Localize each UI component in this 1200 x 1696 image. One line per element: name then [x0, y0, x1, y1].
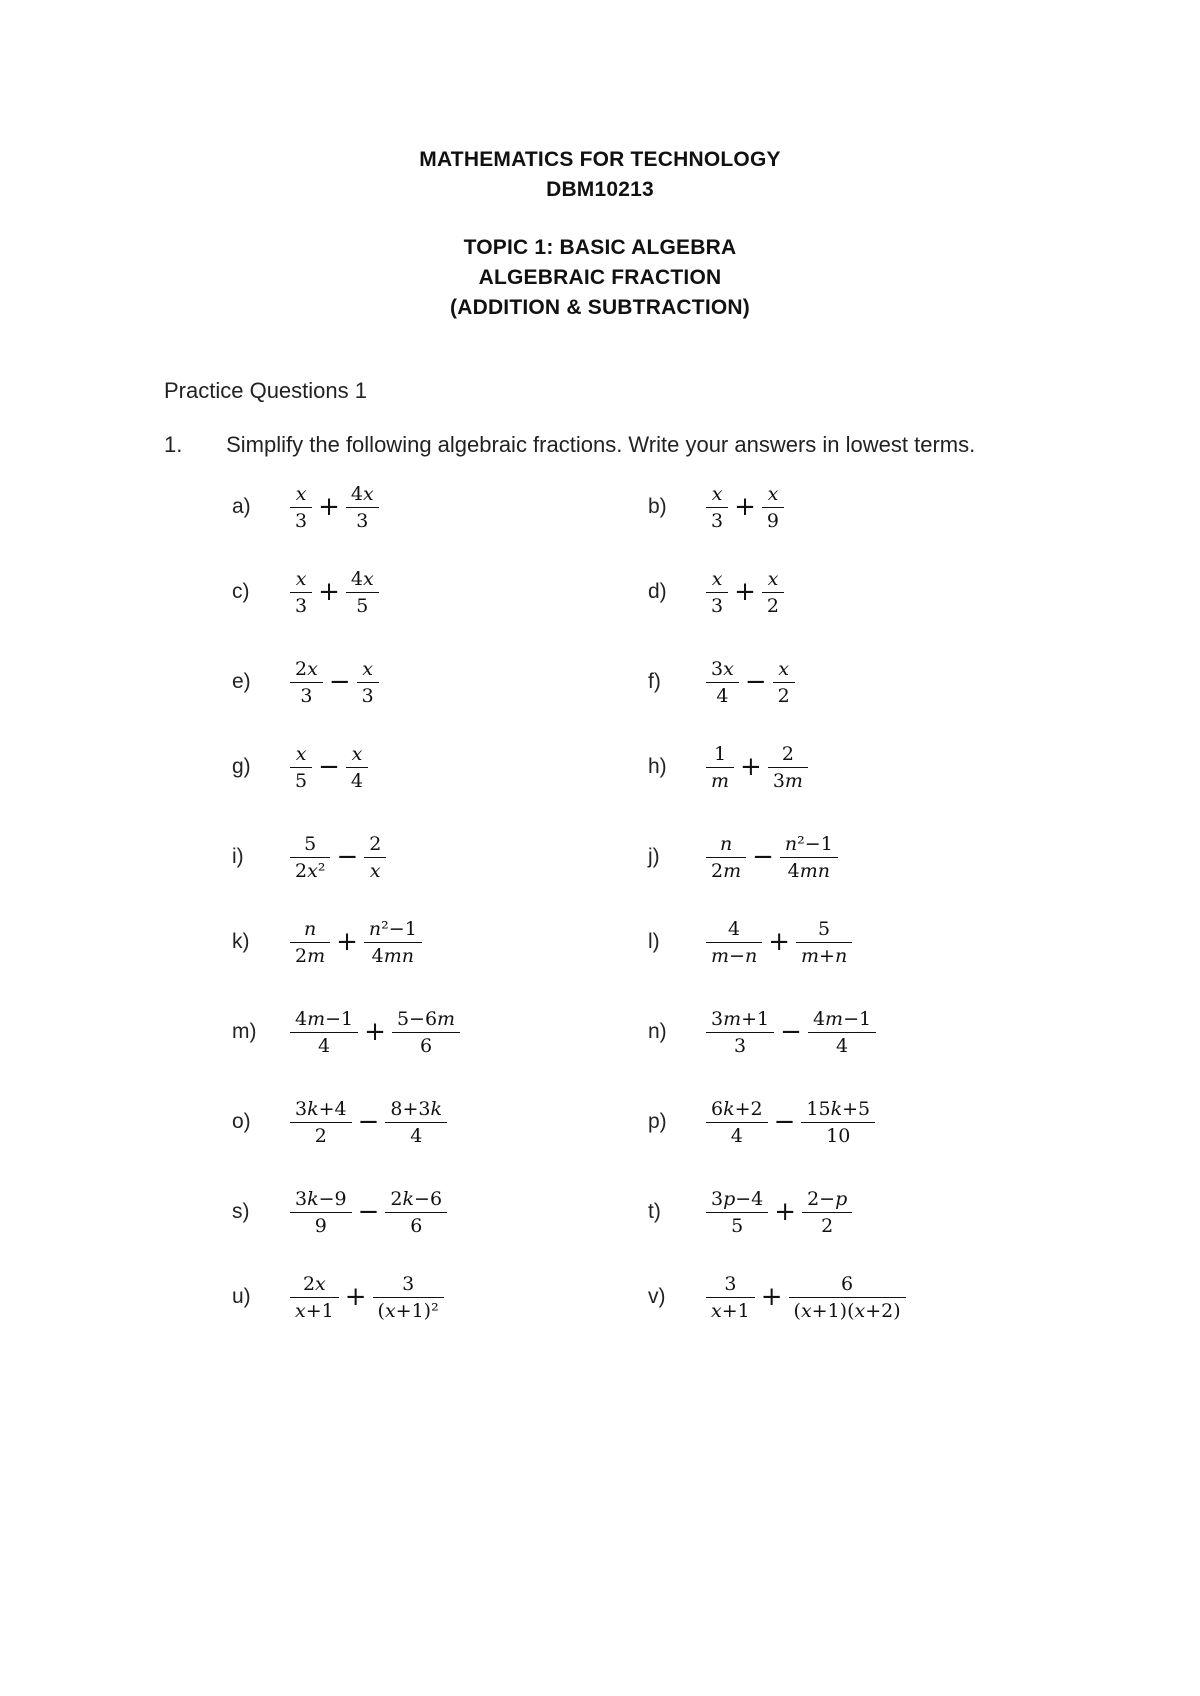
fraction-1	[290, 656, 323, 709]
exercise-item	[648, 822, 838, 892]
fraction-2	[762, 481, 784, 534]
fraction-1-denominator: 5	[731, 1214, 744, 1237]
fraction-1-numerator: 5	[304, 832, 317, 855]
fraction-1-numerator: 1	[713, 742, 727, 765]
fraction-2-numerator: 6	[841, 1272, 854, 1295]
fraction-1-denominator: 4	[318, 1034, 331, 1057]
fraction-2-denominator: 2	[821, 1214, 834, 1237]
fraction-2-denominator: 6	[410, 1214, 423, 1237]
operator: +	[740, 752, 762, 782]
fraction-2-denominator: 5	[356, 594, 369, 617]
operator: −	[752, 842, 774, 872]
fraction-2-denominator: 10	[826, 1124, 851, 1147]
exercise-label: d)	[648, 580, 667, 603]
fraction-1	[706, 1006, 774, 1059]
fraction-1-denominator: 4	[716, 684, 729, 707]
fraction-1-denominator: x+1	[295, 1299, 334, 1322]
fraction-1	[290, 1186, 352, 1239]
exercise-item	[648, 1087, 875, 1157]
exercise-label: m)	[232, 1020, 257, 1043]
fraction-2-numerator: x	[362, 657, 374, 680]
fraction-2-denominator: 4	[350, 769, 363, 792]
fraction-1	[290, 1006, 358, 1059]
fraction-1	[290, 1271, 339, 1324]
exercise-item	[232, 647, 379, 717]
exercise-label: g)	[232, 755, 251, 778]
exercise-label: a)	[232, 495, 251, 518]
fraction-1	[706, 1096, 768, 1149]
fraction-2-denominator: m+n	[801, 944, 848, 967]
operator: +	[734, 577, 756, 607]
fraction-2-denominator: 6	[419, 1034, 433, 1057]
fraction-1-numerator: 6k+2	[711, 1097, 763, 1120]
exercise-label: k)	[232, 930, 250, 953]
operator: −	[336, 842, 359, 872]
exercise-label: n)	[648, 1020, 667, 1043]
question-text: Simplify the following algebraic fractions. Write your answers in lowest terms.	[226, 432, 976, 457]
fraction-2-numerator: 2	[781, 742, 794, 765]
subtopic-title: ALGEBRAIC FRACTION	[478, 266, 722, 289]
fraction-1-denominator: 3	[295, 594, 308, 617]
exercise-label: p)	[648, 1110, 667, 1133]
fraction-2-numerator: x	[767, 567, 779, 590]
fraction-2-numerator: n²−1	[784, 832, 833, 855]
operator: −	[744, 667, 767, 697]
fraction-1-numerator: n	[303, 917, 317, 940]
fraction-2-denominator: 2	[766, 594, 779, 617]
fraction-2-numerator: 5	[818, 917, 831, 940]
fraction-2-denominator: (x+1)²	[377, 1299, 439, 1322]
question-number: 1.	[164, 432, 183, 457]
fraction-1-numerator: 3k−9	[295, 1187, 347, 1210]
fraction-2	[346, 481, 379, 534]
course-title: MATHEMATICS FOR TECHNOLOGY	[419, 148, 781, 171]
fraction-2	[373, 1271, 444, 1324]
fraction-1-denominator: 3	[300, 684, 313, 707]
fraction-1-numerator: 2x	[295, 657, 318, 680]
fraction-2-denominator: 9	[766, 509, 779, 532]
operator: −	[773, 1107, 796, 1137]
operator: +	[318, 577, 340, 607]
fraction-1-numerator: 4	[728, 917, 741, 940]
fraction-2-numerator: x	[778, 657, 790, 680]
fraction-1	[706, 831, 746, 884]
exercise-item	[232, 732, 368, 802]
fraction-1	[706, 916, 762, 969]
fraction-2	[780, 831, 838, 884]
operator: −	[357, 1197, 380, 1227]
exercise-label: u)	[232, 1285, 251, 1308]
fraction-1-numerator: x	[295, 742, 307, 765]
exercise-item	[232, 997, 460, 1067]
operator: +	[768, 927, 790, 957]
fraction-1-denominator: 3	[711, 594, 724, 617]
operator: +	[774, 1197, 797, 1227]
fraction-1-denominator: 5	[295, 769, 308, 792]
fraction-2	[796, 916, 852, 969]
fraction-1-numerator: 3	[724, 1272, 737, 1295]
operator: +	[364, 1017, 386, 1047]
fraction-2	[346, 566, 379, 619]
topic-title: TOPIC 1: BASIC ALGEBRA	[463, 236, 737, 259]
fraction-1-denominator: m−n	[711, 944, 758, 967]
exercise-item	[648, 647, 795, 717]
fraction-1	[706, 1271, 755, 1324]
operator: +	[336, 927, 358, 957]
fraction-2	[385, 1096, 447, 1149]
exercise-label: s)	[232, 1200, 250, 1223]
fraction-2	[364, 831, 386, 884]
fraction-1-numerator: 3x	[711, 657, 734, 680]
fraction-2	[364, 916, 422, 969]
fraction-1	[290, 741, 312, 794]
fraction-2-numerator: 2k−6	[390, 1187, 443, 1210]
fraction-2-denominator: x	[369, 859, 381, 882]
fraction-2-numerator: 4m−1	[812, 1007, 872, 1030]
exercise-item	[648, 1262, 906, 1332]
fraction-2-denominator: 4mn	[787, 859, 831, 882]
fraction-1	[706, 566, 728, 619]
fraction-1-denominator: x+1	[711, 1299, 750, 1322]
fraction-1-denominator: 2m	[295, 944, 326, 967]
fraction-1	[706, 481, 728, 534]
fraction-2-denominator: 3	[361, 684, 374, 707]
fraction-1-numerator: 3m+1	[711, 1007, 770, 1030]
fraction-1-denominator: 3	[734, 1034, 747, 1057]
fraction-1-numerator: n	[719, 832, 733, 855]
operator: +	[760, 1282, 783, 1312]
fraction-1-denominator: 3	[295, 509, 308, 532]
fraction-2	[392, 1006, 460, 1059]
exercise-item	[232, 1177, 447, 1247]
fraction-2-numerator: 3	[402, 1272, 415, 1295]
fraction-2	[789, 1271, 906, 1324]
fraction-1-numerator: 2x	[302, 1272, 326, 1295]
fraction-1-denominator: 4	[730, 1124, 743, 1147]
fraction-1	[706, 656, 739, 709]
exercise-item	[648, 557, 784, 627]
exercise-label: i)	[232, 845, 244, 868]
fraction-1	[290, 566, 312, 619]
exercise-label: l)	[648, 930, 660, 953]
exercise-item	[232, 1087, 447, 1157]
operator: −	[318, 752, 340, 782]
fraction-1-numerator: 4m−1	[295, 1007, 354, 1030]
exercise-label: o)	[232, 1110, 251, 1133]
question-1	[164, 432, 975, 458]
fraction-2-numerator: 8+3k	[390, 1097, 443, 1120]
fraction-1	[706, 741, 734, 794]
fraction-1-denominator: m	[711, 769, 730, 792]
fraction-1-denominator: 9	[314, 1214, 327, 1237]
exercise-item	[232, 822, 386, 892]
exercise-label: c)	[232, 580, 250, 603]
fraction-2-numerator: 2−p	[807, 1187, 848, 1210]
exercise-item	[232, 557, 379, 627]
exercise-item	[648, 1177, 852, 1247]
fraction-2-denominator: 4	[835, 1034, 849, 1057]
section-title: Practice Questions 1	[164, 378, 367, 403]
fraction-1-numerator: x	[711, 482, 723, 505]
exercise-label: f)	[648, 670, 661, 693]
exercise-item	[648, 997, 876, 1067]
fraction-2	[357, 656, 379, 709]
fraction-1-numerator: x	[295, 482, 307, 505]
fraction-2-denominator: (x+1)(x+2)	[793, 1299, 901, 1322]
exercise-label: t)	[648, 1200, 661, 1223]
fraction-2	[346, 741, 368, 794]
fraction-2	[808, 1006, 876, 1059]
exercise-label: b)	[648, 495, 667, 518]
operator: −	[357, 1107, 380, 1137]
exercise-item	[648, 732, 808, 802]
fraction-2-numerator: x	[767, 482, 779, 505]
fraction-2-numerator: 4x	[350, 482, 374, 505]
operator: +	[318, 492, 340, 522]
fraction-1-denominator: 3	[711, 509, 724, 532]
fraction-1-numerator: 3k+4	[295, 1097, 347, 1120]
exercise-label: v)	[648, 1285, 666, 1308]
exercise-label: j)	[648, 845, 660, 868]
fraction-2-denominator: 3	[356, 509, 369, 532]
fraction-1-numerator: x	[295, 567, 307, 590]
operator: +	[734, 492, 756, 522]
fraction-2	[768, 741, 808, 794]
fraction-2-numerator: 2	[369, 832, 382, 855]
operator: +	[344, 1282, 367, 1312]
fraction-2	[385, 1186, 447, 1239]
operator: −	[780, 1017, 802, 1047]
fraction-1	[290, 916, 330, 969]
fraction-2-numerator: 15k+5	[806, 1097, 871, 1120]
fraction-1-numerator: x	[711, 567, 723, 590]
exercise-item	[232, 472, 379, 542]
fraction-1	[290, 831, 330, 884]
operator: −	[328, 667, 351, 697]
fraction-1	[290, 481, 312, 534]
scope-title: (ADDITION & SUBTRACTION)	[450, 296, 750, 319]
fraction-2-numerator: x	[351, 742, 363, 765]
fraction-2	[801, 1096, 875, 1149]
fraction-2-numerator: 4x	[350, 567, 374, 590]
fraction-2-denominator: 4mn	[371, 944, 415, 967]
exercise-item	[648, 472, 784, 542]
exercise-item	[232, 1262, 444, 1332]
fraction-2-denominator: 2	[777, 684, 790, 707]
exercise-item	[232, 907, 422, 977]
fraction-2	[802, 1186, 852, 1239]
exercise-label: h)	[648, 755, 667, 778]
fraction-1-denominator: 2	[314, 1124, 327, 1147]
fraction-2-numerator: 5−6m	[396, 1007, 456, 1030]
course-code: DBM10213	[546, 178, 654, 201]
fraction-1-denominator: 2x²	[295, 859, 326, 882]
fraction-2	[762, 566, 784, 619]
fraction-1-denominator: 2m	[711, 859, 742, 882]
fraction-2	[773, 656, 795, 709]
exercise-item	[648, 907, 852, 977]
exercise-label: e)	[232, 670, 251, 693]
fraction-1	[706, 1186, 768, 1239]
fraction-1	[290, 1096, 352, 1149]
fraction-2-denominator: 4	[410, 1124, 423, 1147]
fraction-2-denominator: 3m	[772, 769, 803, 792]
fraction-2-numerator: n²−1	[368, 917, 417, 940]
fraction-1-numerator: 3p−4	[711, 1187, 764, 1210]
